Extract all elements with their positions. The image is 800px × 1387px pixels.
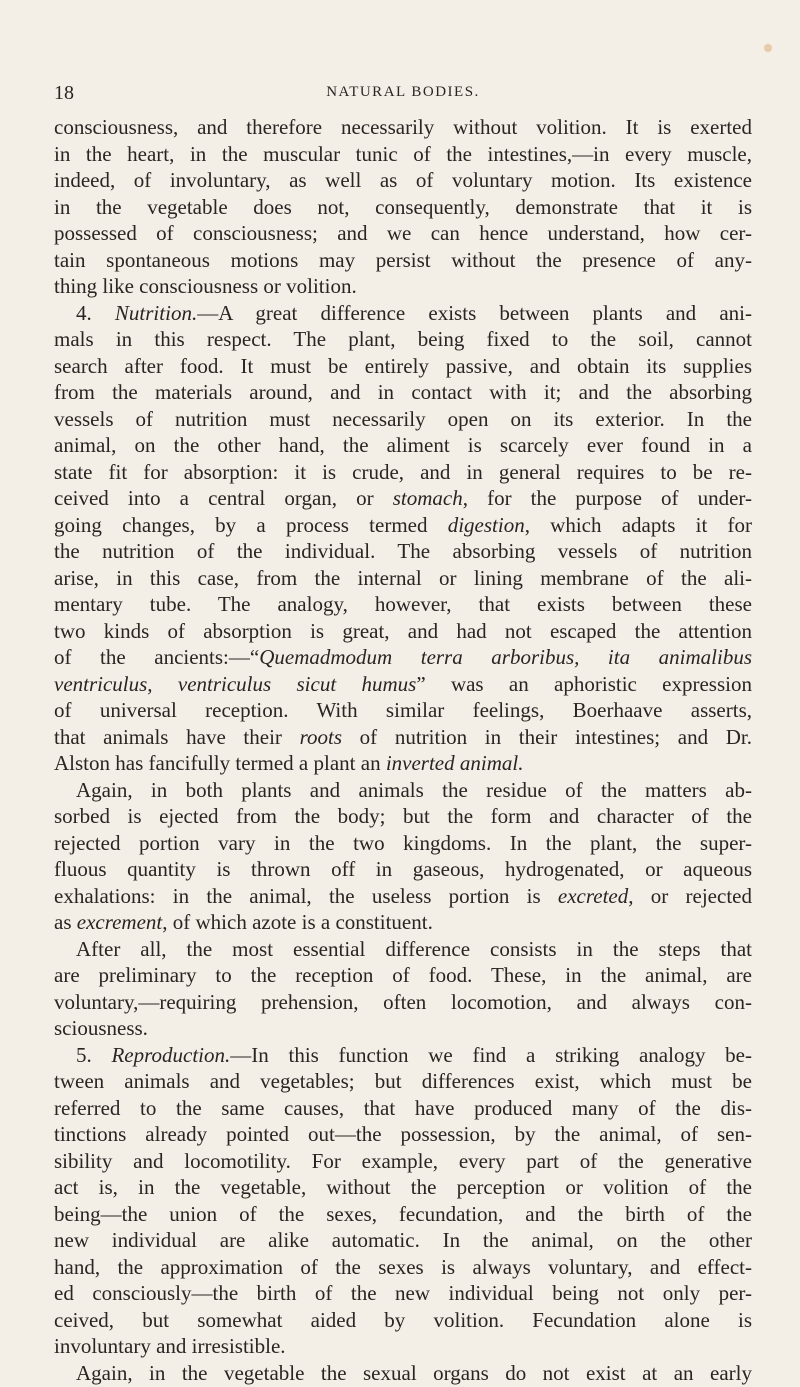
text-line: [54, 1201, 752, 1228]
text-segment: After all, the most essential difference consists in the steps that: [76, 936, 752, 961]
text-segment: mentary tube. The analogy, however, that exists between these: [54, 592, 752, 616]
text-line: [54, 1280, 752, 1307]
text-segment: sciousness.: [54, 1016, 148, 1040]
text-segment: ceived into a central organ, or: [54, 486, 393, 510]
text-line: [54, 326, 752, 353]
text-line: [54, 1121, 752, 1148]
text-line: [54, 883, 752, 910]
text-segment: act is, in the vegetable, without the perception or volition of the: [54, 1175, 752, 1199]
text-line: [54, 1068, 752, 1095]
text-segment: involuntary and irresistible.: [54, 1334, 286, 1358]
text-segment: sorbed is ejected from the body; but the form and character of the: [54, 804, 752, 828]
italic-text: ventriculus, ventriculus sicut humus: [54, 671, 417, 696]
text-line: [54, 485, 752, 512]
text-segment: voluntary,—requiring prehension, often locomotion, and always con-: [54, 989, 752, 1014]
text-segment: two kinds of absorption is great, and had not escaped the attention: [54, 618, 752, 643]
text-line: [54, 273, 752, 300]
running-title: NATURAL BODIES.: [326, 84, 480, 100]
italic-text: digestion: [447, 512, 525, 537]
text-line: [54, 591, 752, 618]
text-segment: Alston has fancifully termed a plant an: [54, 751, 386, 775]
text-line: [54, 512, 752, 539]
text-segment: exhalations: in the animal, the useless portion is: [54, 883, 558, 908]
text-segment: new individual are alike automatic. In the animal, on the other: [54, 1228, 752, 1252]
text-segment: , or rejected: [628, 883, 752, 908]
text-segment: 4.: [76, 300, 115, 325]
text-segment: , of which azote is a constituent.: [162, 910, 433, 934]
text-segment: of universal reception. With similar feelings, Boerhaave asserts,: [54, 698, 752, 722]
text-line: [54, 353, 752, 380]
text-line: [54, 114, 752, 141]
text-segment: in the heart, in the muscular tunic of the intestines,—in every muscle,: [54, 141, 752, 166]
text-segment: of the ancients:—“: [54, 645, 260, 669]
text-segment: —In this function we find a striking analogy be-: [230, 1042, 752, 1067]
text-line: [54, 962, 752, 989]
text-segment: of nutrition in their intestines; and Dr.: [342, 724, 753, 749]
text-line: [54, 247, 752, 274]
text-line: [54, 644, 752, 671]
text-segment: , for the purpose of under-: [462, 486, 752, 510]
text-line: [54, 220, 752, 247]
text-segment: the nutrition of the individual. The absorbing vessels of nutrition: [54, 539, 752, 563]
text-line: [54, 194, 752, 221]
text-segment: being—the union of the sexes, fecundation, and the birth of the: [54, 1201, 752, 1226]
italic-text: stomach: [392, 486, 463, 510]
text-segment: going changes, by a process termed: [54, 512, 448, 537]
italic-text: roots: [299, 724, 342, 749]
text-segment: fluous quantity is thrown off in gaseous, hydrogenated, or aqueous: [54, 857, 752, 881]
page-blemish: [764, 44, 772, 52]
text-line: [54, 856, 752, 883]
text-segment: search after food. It must be entirely passive, and obtain its supplies: [54, 353, 752, 378]
text-segment: state fit for absorption: it is crude, and in general requires to be re-: [54, 459, 752, 484]
italic-text: inverted animal.: [385, 751, 524, 775]
text-segment: tween animals and vegetables; but differences exist, which must be: [54, 1069, 752, 1093]
text-segment: Again, in both plants and animals the residue of the matters ab-: [76, 777, 752, 802]
body-text: [54, 114, 752, 1386]
text-line: [54, 803, 752, 830]
text-segment: ceived, but somewhat aided by volition. Fecundation alone is: [54, 1307, 752, 1332]
text-segment: , which adapts it for: [524, 512, 752, 537]
text-segment: from the materials around, and in contact with it; and the absorbing: [54, 380, 752, 404]
page-number: 18: [54, 82, 74, 104]
text-line: [54, 565, 752, 592]
italic-text: Quemadmodum terra arboribus, ita animalibus: [259, 645, 752, 669]
page-header: [54, 82, 752, 106]
text-segment: —A great difference exists between plants and ani-: [197, 300, 753, 325]
text-segment: as: [54, 910, 77, 934]
text-segment: vessels of nutrition must necessarily open on its exterior. In the: [54, 406, 752, 431]
text-segment: hand, the approximation of the sexes is always voluntary, and effect-: [54, 1254, 752, 1279]
text-segment: animal, on the other hand, the aliment is scarcely ever found in a: [54, 433, 752, 457]
text-line: [54, 989, 752, 1016]
text-segment: tinctions already pointed out—the possession, by the animal, of sen-: [54, 1122, 752, 1146]
text-segment: rejected portion vary in the two kingdoms. In the plant, the super-: [54, 830, 752, 855]
text-line: [54, 777, 752, 804]
text-line: [54, 1148, 752, 1175]
text-segment: possessed of consciousness; and we can hence understand, how cer-: [54, 221, 752, 245]
text-line: [54, 459, 752, 486]
text-segment: ” was an aphoristic expression: [416, 671, 752, 696]
text-line: [54, 167, 752, 194]
text-segment: in the vegetable does not, consequently, demonstrate that it is: [54, 194, 752, 219]
text-segment: are preliminary to the reception of food. These, in the animal, are: [54, 963, 752, 987]
text-segment: Again, in the vegetable the sexual organs do not exist at an early: [76, 1360, 752, 1385]
text-segment: mals in this respect. The plant, being fixed to the soil, cannot: [54, 327, 752, 351]
text-line: [54, 1307, 752, 1334]
text-line: [54, 750, 752, 777]
text-line: [54, 1227, 752, 1254]
text-segment: thing like consciousness or volition.: [54, 274, 357, 298]
italic-text: excrement: [76, 910, 163, 934]
text-segment: ed consciously—the birth of the new individual being not only per-: [54, 1281, 752, 1305]
text-line: [54, 1042, 752, 1069]
text-line: [54, 406, 752, 433]
text-line: [54, 432, 752, 459]
text-line: [54, 538, 752, 565]
text-line: [54, 936, 752, 963]
italic-text: Nutrition.: [114, 300, 198, 325]
text-segment: arise, in this case, from the internal or lining membrane of the ali-: [54, 565, 752, 590]
text-line: [54, 671, 752, 698]
text-line: [54, 724, 752, 751]
text-segment: consciousness, and therefore necessarily without volition. It is exerted: [54, 115, 752, 139]
italic-text: Reproduction.: [111, 1042, 231, 1067]
text-line: [54, 141, 752, 168]
text-line: [54, 697, 752, 724]
text-line: [54, 1360, 752, 1387]
text-line: [54, 1333, 752, 1360]
text-segment: indeed, of involuntary, as well as of voluntary motion. Its existence: [54, 168, 752, 192]
text-line: [54, 909, 752, 936]
italic-text: excreted: [557, 883, 629, 908]
text-segment: that animals have their: [54, 724, 300, 749]
text-line: [54, 379, 752, 406]
text-line: [54, 830, 752, 857]
text-segment: tain spontaneous motions may persist without the presence of any-: [54, 247, 752, 272]
text-line: [54, 1015, 752, 1042]
text-line: [54, 1174, 752, 1201]
text-segment: sibility and locomotility. For example, every part of the generative: [54, 1148, 752, 1173]
text-line: [54, 1095, 752, 1122]
text-line: [54, 618, 752, 645]
text-line: [54, 1254, 752, 1281]
text-line: [54, 300, 752, 327]
text-segment: 5.: [76, 1042, 112, 1067]
text-segment: referred to the same causes, that have produced many of the dis-: [54, 1095, 752, 1120]
